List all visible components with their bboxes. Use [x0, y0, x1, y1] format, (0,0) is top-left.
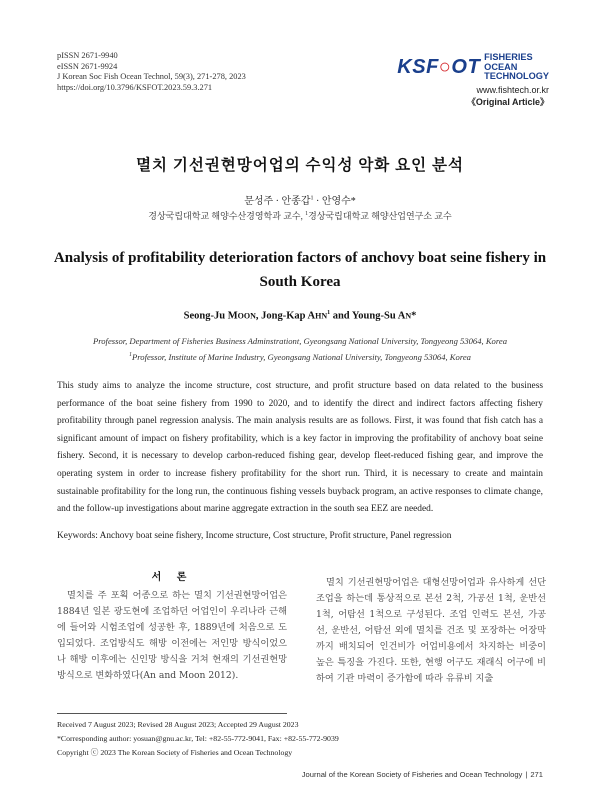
copyright: Copyright ⓒ 2023 The Korean Society of Fisheries and Ocean Technology [57, 747, 293, 757]
authors-english: Seong-Ju MOON, Jong-Kap AHN$^1$ and Young-Su AN* [183, 310, 417, 322]
abstract: This study aims to analyze the income structure, cost structure, and profit structure based on data related to the business performance of the boat seine fishery from 1990 to 2020, and to identify the direct and indirect factors affecting fishery profitability through panel regression analysis. The main analysis results are as follows. First, it was found that fish catch has a significant amount of impact on fishery profitability, which is a key factor in improving the profitability of anchovy boat seine fishery. Second, it is necessary to develop carbon-reduced fishing gear, develop fleet-reduced fishing gear, and improve the operating system in order to increase fishery profitability for the short run. Third, it is necessary to create and maintain sustainable profitability for the long run, the continuous fishing vessels buyback program, an active responses to climate change, and the follow-up investigations about marine aggregate extraction in the south sea EEZ are needed. [57, 381, 543, 515]
intro-left-column [57, 570, 287, 684]
affiliation-korean: 경상국립대학교 해양수산경영학과 교수, $^1$경상국립대학교 해양산업연구소 교수 [148, 211, 452, 221]
title-english: Analysis of profitability deterioration factors of anchovy boat seine fishery in South Korea [53, 250, 547, 290]
keywords: Keywords: Anchovy boat seine fishery, Income structure, Cost structure, Profit structure, Panel regression [57, 531, 452, 541]
page-footer [302, 770, 543, 779]
article-type: 《Original Article》 [466, 96, 549, 107]
affiliation-line-1: Professor, Department of Fisheries Business Adminstrationt, Gyeongsang National University, Tongyeong 53064, Korea [92, 336, 507, 346]
affiliation-line-2: $^1$Professor, Institute of Marine Industry, Gyeongsang National University, Tongyeong 53064, Korea [129, 351, 471, 362]
title-korean: 멸치 기선권현망어업의 수익성 악화 요인 분석 [136, 157, 464, 174]
journal-meta [57, 51, 246, 93]
affiliation-english [40, 334, 560, 364]
eissn: eISSN 2671-9924 [57, 61, 118, 71]
footer-journal-name: Journal of the Korean Society of Fisheries and Ocean Technology [301, 770, 523, 779]
corresponding-author: *Corresponding author: yosuan@gnu.ac.kr, Tel: +82-55-772-9041, Fax: +82-55-772-9039 [57, 733, 339, 743]
doi-link[interactable]: https://doi.org/10.3796/KSFOT.2023.59.3.271 [57, 82, 213, 92]
page-number: 271 [530, 770, 543, 779]
footnote-rule [57, 713, 287, 714]
journal-url[interactable]: www.fishtech.or.kr [476, 84, 549, 95]
intro-paragraph-left: 멸치를 주 포획 어종으로 하는 멸치 기선권현망어업은 1884년 일본 광도현에 조업하던 어업인이 우리나라 근해에 들어와 시험조업에 성공한 후, 1889년에 처음으로 도입되었다. 조업방식도 해방 이전에는 저인망 방식이었으나 해방 이후에는 신인망 방식을 거쳐 현재의 기선권현망 방식으로 변화하였다(An and Moon 2012). [57, 590, 287, 681]
citation: J Korean Soc Fish Ocean Technol, 59(3), 271-278, 2023 [57, 72, 246, 82]
intro-paragraph-right: 멸치 기선권현망어업은 대형선망어업과 유사하게 선단조업을 하는데 통상적으로 본선 2척, 가공선 1척, 운반선 1척, 어탐선 1척으로 구성된다. 조업 인력도 본선, 가공선, 운반선, 어탐선 외에 멸치를 건조 및 포장하는 어장막까지 배치되어 인건비가 어업비용에서 차지하는 비중이 높은 특징을 가진다. 또한, 현행 어구도 재래식 어구에 비하여 기관 마력이 증가함에 따라 유류비 지출 [316, 577, 546, 684]
received-dates: Received 7 August 2023; Revised 28 August 2023; Accepted 29 August 2023 [57, 720, 299, 729]
pissn: pISSN 2671-9940 [57, 51, 118, 60]
logo-mark: KSF○OT [397, 55, 481, 78]
section-heading-introduction: 서 론 [151, 572, 193, 583]
journal-logo [399, 53, 549, 108]
intro-right-column [316, 575, 546, 687]
logo-wordmark: FISHERIES OCEAN TECHNOLOGY [484, 52, 549, 82]
footnotes [57, 718, 339, 759]
authors-korean: 문성주 · 안종갑$^1$ · 안영수* [244, 195, 356, 207]
footer-separator: | [525, 770, 528, 779]
